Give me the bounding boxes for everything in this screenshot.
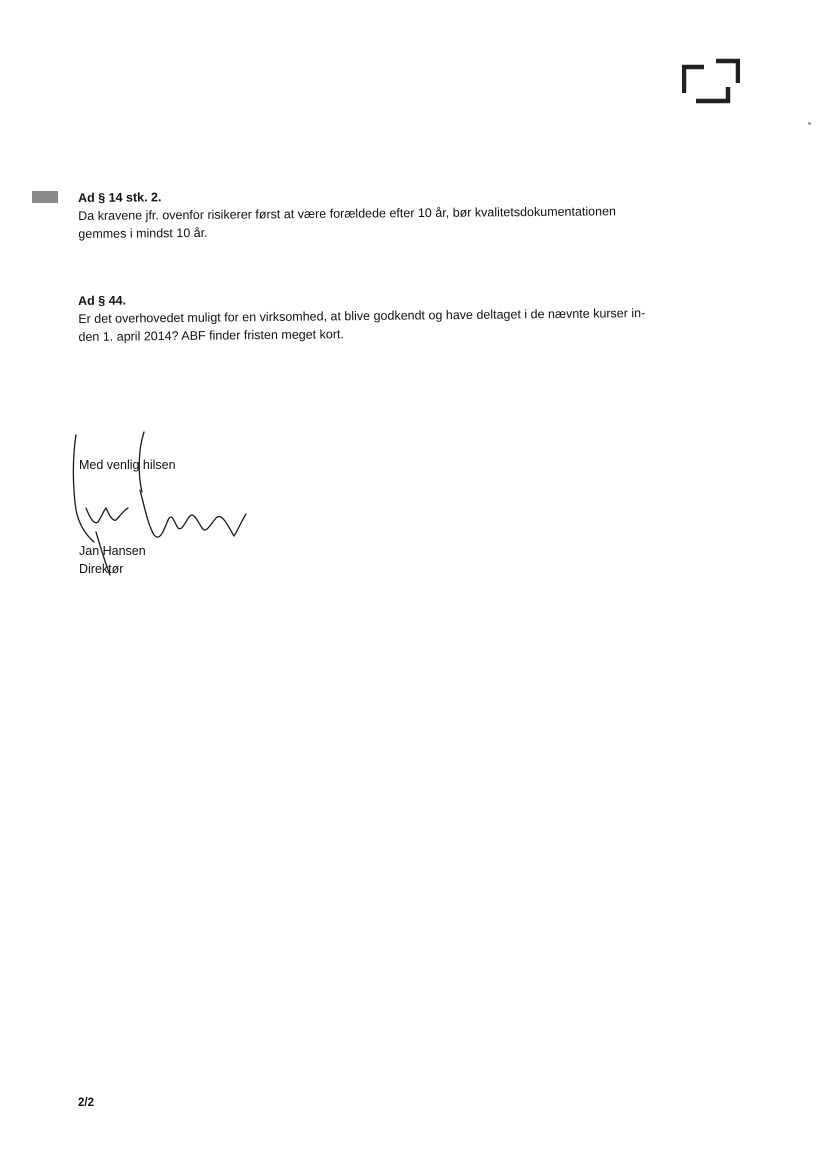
section-44 [78,285,719,346]
handwritten-signature [66,430,256,580]
section-text-line: gemmes i mindst 10 år. [78,225,208,241]
section-heading: Ad § 44. [78,293,127,308]
closing-salutation: Med venlig hilsen [79,458,176,472]
section-text-line: Er det overhovedet muligt for en virksomhed, at blive godkendt og have deltaget i de nævnte kurser in- [78,306,646,326]
section-14 [78,183,718,243]
scan-artifact [808,122,811,125]
page-number: 2/2 [78,1097,94,1109]
signer-name: Jan Hansen [79,544,146,558]
section-text-line: den 1. april 2014? ABF finder fristen meget kort. [78,327,344,344]
section-text-line: Da kravene jfr. ovenfor risikerer først at være forældede efter 10 år, bør kvalitetsdokumentationen [78,204,617,223]
corner-bracket-logo-icon [682,57,740,105]
margin-marker [32,191,58,203]
section-heading: Ad § 14 stk. 2. [78,190,162,205]
signer-title: Direktør [79,562,124,576]
